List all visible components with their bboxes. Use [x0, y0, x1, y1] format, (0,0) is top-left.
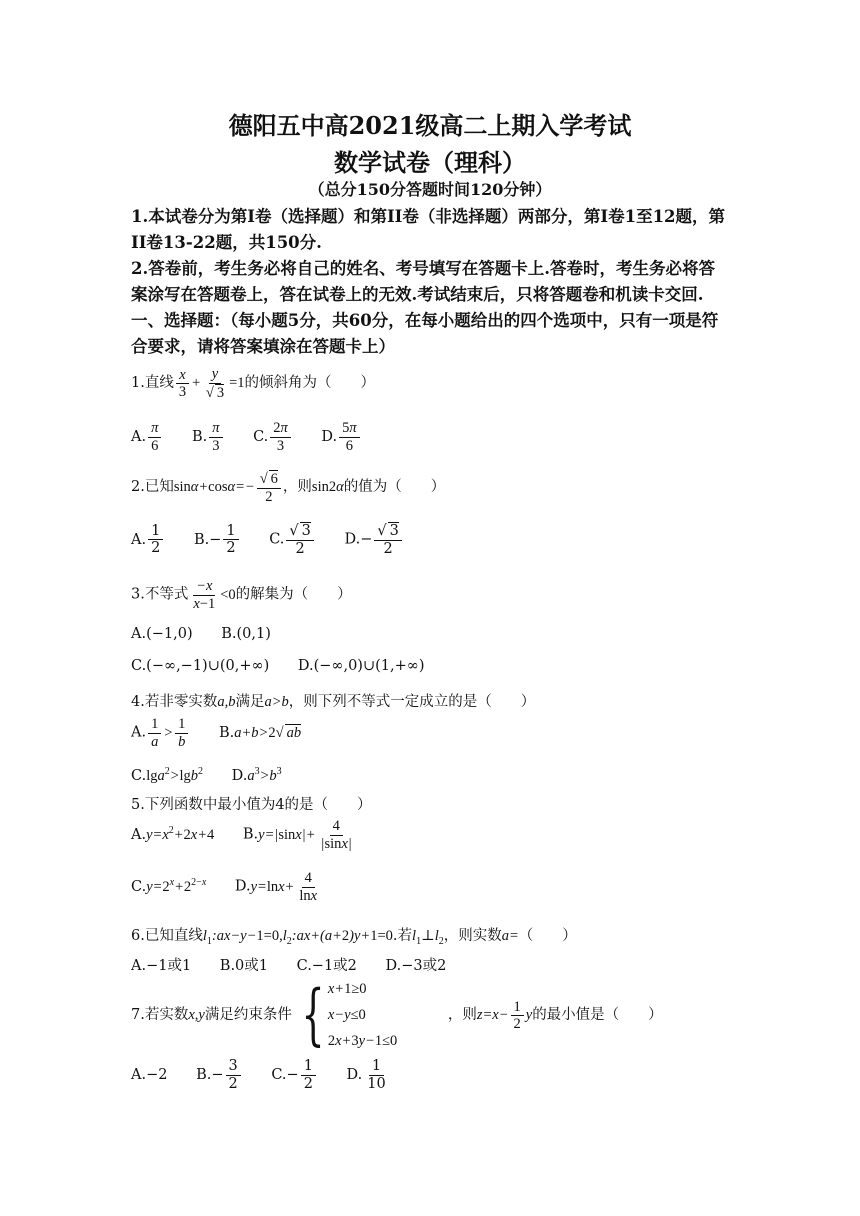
q7-option-a: A.−2	[131, 1067, 168, 1084]
q1-post: 的倾斜角为（ ）	[244, 375, 376, 391]
q3-options-cd	[131, 658, 448, 674]
q7-option-b: B.− $\frac{3}{2}$	[196, 1058, 243, 1092]
q5-option-c: $C.y=2^x+2^{2-x}$	[131, 876, 207, 895]
q1-option-b: B. $\frac{\pi}{3}$	[192, 420, 225, 454]
q6-option-a: A.−1或1	[131, 958, 192, 974]
q2-condition: sinα+cosα=− $\frac{√ 6}{2}$	[174, 479, 283, 495]
q4-options-cd	[131, 766, 306, 785]
q3-pre: 3.不等式	[131, 586, 189, 603]
q4-option-d: $D.a^3>b^3$	[231, 766, 282, 784]
q7-end: 的最小值是（ ）	[532, 1007, 663, 1023]
q1-options	[131, 420, 386, 454]
exam-info: （总分150分答题时间120分钟）	[308, 180, 552, 199]
q7-post: ，则	[447, 1007, 477, 1023]
question-3	[131, 578, 352, 612]
q2-post: 的值为（ ）	[343, 479, 446, 495]
q3-options-ab	[131, 626, 295, 642]
q4-pre: 4.若非零实数	[131, 694, 218, 710]
q2-pre: 2.已知	[131, 479, 174, 495]
q1-option-c: C. $\frac{2\pi}{3}$	[253, 420, 293, 454]
q7-constraints: x+1≥0 x−y≤0 2x+3y−1≤0	[327, 981, 398, 1049]
question-6	[131, 924, 577, 947]
q4-option-b: B.a+b>2√ ab	[219, 724, 302, 741]
q7-option-c: C.− $\frac{1}{2}$	[271, 1058, 318, 1092]
q6-post: ，则实数	[443, 928, 502, 944]
q7-pre: 7.若实数	[131, 1007, 189, 1023]
q1-formula: $\frac{x}{3}$ + $\frac{y}{√ 3}$ =1	[174, 375, 245, 391]
q6-option-c: C.−1或2	[296, 958, 357, 974]
q6-mid: .若	[392, 928, 413, 944]
q6-lines: $l_1:ax-y-1=0,l_2:ax+(a+2)y+1=0$	[202, 928, 393, 947]
q5-option-a: $A.y=x^2+2x+4$	[131, 824, 215, 843]
exam-title: 德阳五中高2021级高二上期入学考试	[228, 111, 632, 140]
q4-option-a: A. $\frac{1}{a}$ > $\frac{1}{b}$	[131, 716, 190, 750]
q3-formula: $\frac{-x}{x-1}$ <0	[193, 578, 236, 612]
q3-option-b: B.(0,1)	[221, 626, 271, 642]
q7-option-d: D. $\frac{1}{10}$	[346, 1058, 386, 1092]
q4-condition: a>b	[264, 694, 289, 710]
q3-option-a: A.(−1,0)	[131, 626, 193, 642]
q5-option-d: D.y=lnx+ $\frac{4}{\ln x}$	[234, 870, 318, 904]
q6-pre: 6.已知直线	[131, 928, 203, 944]
q6-options	[131, 954, 470, 975]
q2-mid: ，则	[282, 479, 312, 495]
q6-condition: $l_1\perp l_2$	[412, 928, 444, 947]
q4-options-ab	[131, 716, 325, 750]
q2-option-c: C. $\frac{√ 3}{2}$	[269, 522, 316, 557]
q7-options	[131, 1058, 415, 1092]
q3-post: 的解集为（ ）	[235, 586, 352, 603]
q7-brace: {	[301, 976, 325, 1053]
q7-objective: z=x− $\frac{1}{2}$ y	[476, 998, 533, 1033]
question-2	[131, 470, 445, 505]
q5-options-ab	[131, 818, 381, 852]
q4-post: ，则下列不等式一定成立的是（ ）	[288, 694, 536, 710]
note-2: 2.答卷前，考生务必将自己的姓名、考号填写在答题卡上.答卷时，考生务必将答案涂写在答题卷上，答在试卷上的无效.考试结束后，只将答题卷和机读卡交回.	[131, 259, 715, 304]
exam-subject: 数学试卷（理科）	[334, 148, 526, 177]
q4-option-c: C.lga$^2$>lgb$^2$	[131, 766, 204, 784]
q2-target: sin2α	[311, 479, 344, 495]
q5-options-cd	[131, 870, 346, 904]
q6-option-d: D.−3或2	[385, 958, 447, 974]
q7-vars: x,y	[188, 1007, 205, 1023]
q1-option-d: D. $\frac{5\pi}{6}$	[321, 420, 361, 454]
q1-option-a: A. $\frac{\pi}{6}$	[131, 420, 163, 454]
q6-option-b: B.0或1	[219, 958, 269, 974]
note-1: 1.本试卷分为第I卷（选择题）和第II卷（非选择题）两部分，第I卷1至12题，第II卷13-22题，共150分.	[131, 207, 726, 252]
q1-pre: 1.直线	[131, 375, 174, 391]
q3-option-d: D.(−∞,0)∪(1,+∞)	[297, 658, 425, 674]
q7-mid: 满足约束条件	[204, 1007, 292, 1023]
q5-option-b: B.y=|sinx|+ $\frac{4}{|\sin x|}$	[242, 818, 352, 852]
question-4	[131, 690, 535, 711]
q2-option-b: B.− $\frac{1}{2}$	[194, 523, 241, 557]
q2-options	[131, 522, 428, 557]
q6-end: （ ）	[518, 928, 577, 944]
question-1	[131, 366, 375, 401]
q4-vars: a,b	[217, 694, 236, 710]
question-7	[131, 976, 663, 1054]
q2-option-d: D.− $\frac{√ 3}{2}$	[344, 522, 403, 557]
question-5: 5.下列函数中最小值为4的是（ ）	[131, 797, 372, 813]
q4-mid: 满足	[235, 694, 265, 710]
q6-var: a=	[501, 928, 519, 944]
q2-option-a: A. $\frac{1}{2}$	[131, 523, 165, 557]
section-heading: 一、选择题：（每小题5分，共60分，在每小题给出的四个选项中，只有一项是符合要求，请将答案填涂在答题卡上）	[131, 311, 719, 356]
q3-option-c: C.(−∞,−1)∪(0,+∞)	[131, 658, 270, 674]
